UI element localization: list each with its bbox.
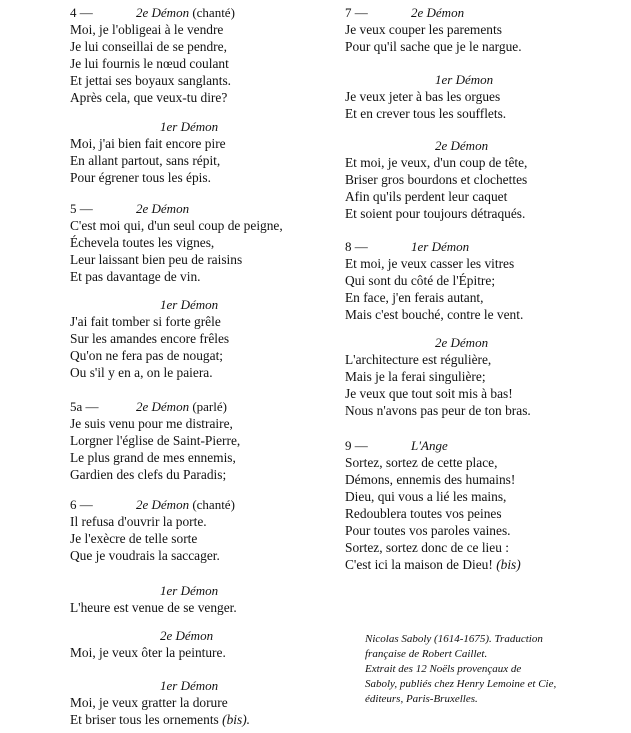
speaker-heading — [70, 200, 283, 217]
verse-line — [345, 351, 531, 368]
verse-line — [345, 88, 506, 105]
stanza — [70, 296, 229, 381]
verse-text: Leur laissant bien peu de raisins — [70, 252, 243, 267]
caption-line: Extrait des 12 Noëls provençaux de — [365, 663, 522, 675]
verse-text: J'ai fait tomber si forte grêle — [70, 314, 221, 329]
verse-text: L'architecture est régulière, — [345, 352, 492, 367]
verse-line — [345, 105, 506, 122]
verse-line — [70, 234, 283, 251]
speaker-note: (chanté) — [192, 497, 235, 512]
verse-text: Redoublera toutes vos peines — [345, 506, 502, 521]
stanza-number: 5a — — [70, 399, 99, 414]
verse-text: Pour toutes vos paroles vaines. — [345, 523, 511, 538]
verse-text: Sortez, sortez donc de ce lieu : — [345, 540, 509, 555]
verse-text: Et en crever tous les soufflets. — [345, 106, 507, 121]
stanza — [70, 496, 235, 564]
verse-text: Qui sont du côté de l'Épitre; — [345, 273, 496, 288]
verse-line — [345, 255, 523, 272]
verse-text: Que je voudrais la saccager. — [70, 548, 220, 563]
speaker-name: 1er Démon — [160, 119, 219, 134]
verse-text: Et moi, je veux, d'un coup de tête, — [345, 155, 528, 170]
caption-line: Saboly, publiés chez Henry Lemoine et Cie, — [365, 678, 557, 690]
verse-text: Pour égrener tous les épis. — [70, 170, 211, 185]
speaker-note: (chanté) — [192, 5, 235, 20]
verse-line — [70, 251, 283, 268]
verse-text: Mais je la ferai singulière; — [345, 369, 486, 384]
verse-text: Je veux jeter à bas les orgues — [345, 89, 501, 104]
speaker-name: 2e Démon — [136, 497, 190, 512]
verse-text: Et jettai ses boyaux sanglants. — [70, 73, 232, 88]
verse-text: C'est moi qui, d'un seul coup de peigne, — [70, 218, 283, 233]
speaker-heading — [70, 496, 235, 513]
verse-text: Pour qu'il sache que je le nargue. — [345, 39, 522, 54]
verse-line — [70, 599, 237, 616]
verse-line — [70, 694, 250, 711]
verse-line — [345, 272, 523, 289]
repeat-mark: (bis) — [496, 557, 521, 572]
speaker-heading — [70, 582, 237, 599]
speaker-heading — [70, 398, 240, 415]
verse-line — [70, 135, 226, 152]
stanza — [345, 137, 527, 222]
stanza — [70, 118, 226, 186]
verse-text: Sortez, sortez de cette place, — [345, 455, 498, 470]
speaker-name: 1er Démon — [160, 678, 219, 693]
verse-text: Et pas davantage de vin. — [70, 269, 201, 284]
verse-line — [70, 711, 250, 728]
verse-text: Je veux que tout soit mis à bas! — [345, 386, 513, 401]
speaker-heading — [345, 71, 506, 88]
speaker-note: (parlé) — [192, 399, 227, 414]
caption-line: éditeurs, Paris-Bruxelles. — [365, 693, 478, 705]
verse-line — [70, 415, 240, 432]
speaker-heading — [70, 4, 235, 21]
verse-text: Je lui fournis le nœud coulant — [70, 56, 229, 71]
verse-line — [345, 385, 531, 402]
verse-line — [345, 154, 527, 171]
verse-text: Démons, ennemis des humains! — [345, 472, 516, 487]
verse-line — [70, 72, 235, 89]
speaker-heading — [345, 437, 521, 454]
verse-text: Sur les amandes encore frêles — [70, 331, 230, 346]
verse-line — [70, 347, 229, 364]
verse-line — [345, 205, 527, 222]
stanza-number: 7 — — [345, 5, 368, 20]
stanza-number: 5 — — [70, 201, 93, 216]
verse-line — [345, 368, 531, 385]
speaker-name: L'Ange — [411, 438, 448, 453]
verse-line — [345, 539, 521, 556]
verse-text: Et soient pour toujours détraqués. — [345, 206, 526, 221]
speaker-heading — [70, 677, 250, 694]
verse-text: Après cela, que veux-tu dire? — [70, 90, 228, 105]
verse-line — [70, 169, 226, 186]
stanza — [70, 677, 250, 728]
verse-text: Dieu, qui vous a lié les mains, — [345, 489, 507, 504]
verse-text: Et briser tous les ornements — [70, 712, 219, 727]
verse-line — [345, 556, 521, 573]
verse-text: Il refusa d'ouvrir la porte. — [70, 514, 207, 529]
verse-text: Moi, je veux ôter la peinture. — [70, 645, 226, 660]
speaker-heading — [345, 137, 527, 154]
verse-line — [70, 644, 226, 661]
verse-line — [345, 21, 522, 38]
verse-text: Je veux couper les parements — [345, 22, 502, 37]
stanza-number: 6 — — [70, 497, 93, 512]
verse-line — [70, 432, 240, 449]
speaker-name: 1er Démon — [411, 239, 470, 254]
stanza — [70, 200, 283, 285]
verse-text: Briser gros bourdons et clochettes — [345, 172, 528, 187]
verse-text: Je lui conseillai de se pendre, — [70, 39, 227, 54]
verse-text: Je suis venu pour me distraire, — [70, 416, 233, 431]
speaker-heading — [345, 238, 523, 255]
speaker-name: 1er Démon — [435, 72, 494, 87]
verse-line — [70, 449, 240, 466]
verse-text: Je l'exècre de telle sorte — [70, 531, 198, 546]
verse-line — [70, 513, 235, 530]
verse-text: Échevela toutes les vignes, — [70, 235, 215, 250]
verse-text: Ou s'il y en a, on le paiera. — [70, 365, 213, 380]
verse-line — [345, 289, 523, 306]
speaker-name: 2e Démon — [411, 5, 465, 20]
verse-text: Le plus grand de mes ennemis, — [70, 450, 236, 465]
speaker-name: 2e Démon — [435, 138, 489, 153]
verse-text: Lorgner l'église de Saint-Pierre, — [70, 433, 241, 448]
verse-line — [70, 152, 226, 169]
stanza-number: 8 — — [345, 239, 368, 254]
verse-line — [345, 38, 522, 55]
stanza — [345, 437, 521, 573]
speaker-heading — [70, 627, 226, 644]
speaker-name: 2e Démon — [160, 628, 214, 643]
stanza — [345, 4, 522, 55]
stanza — [345, 334, 531, 419]
verse-text: Mais c'est bouché, contre le vent. — [345, 307, 524, 322]
stanza — [70, 582, 237, 616]
stanza — [70, 627, 226, 661]
verse-line — [70, 330, 229, 347]
verse-line — [70, 268, 283, 285]
speaker-name: 2e Démon — [136, 5, 190, 20]
repeat-mark: (bis). — [222, 712, 251, 727]
verse-line — [345, 522, 521, 539]
caption-line: française de Robert Caillet. — [365, 648, 488, 660]
speaker-heading — [345, 4, 522, 21]
stanza — [70, 398, 240, 483]
stanza-number: 4 — — [70, 5, 93, 20]
speaker-name: 1er Démon — [160, 583, 219, 598]
verse-text: Et moi, je veux casser les vitres — [345, 256, 515, 271]
verse-text: Nous n'avons pas peur de ton bras. — [345, 403, 531, 418]
speaker-heading — [70, 118, 226, 135]
verse-text: C'est ici la maison de Dieu! — [345, 557, 493, 572]
verse-line — [345, 171, 527, 188]
verse-line — [345, 471, 521, 488]
verse-text: Moi, j'ai bien fait encore pire — [70, 136, 226, 151]
verse-line — [70, 38, 235, 55]
caption-line: Nicolas Saboly (1614-1675). Traduction — [365, 633, 543, 645]
verse-line — [70, 55, 235, 72]
stanza — [345, 71, 506, 122]
verse-line — [70, 313, 229, 330]
speaker-name: 1er Démon — [160, 297, 219, 312]
speaker-heading — [70, 296, 229, 313]
stanza-number: 9 — — [345, 438, 368, 453]
verse-text: Gardien des clefs du Paradis; — [70, 467, 227, 482]
verse-text: En allant partout, sans répit, — [70, 153, 221, 168]
verse-line — [70, 89, 235, 106]
verse-text: Qu'on ne fera pas de nougat; — [70, 348, 224, 363]
verse-line — [70, 364, 229, 381]
speaker-name: 2e Démon — [136, 399, 190, 414]
verse-line — [345, 402, 531, 419]
source-caption — [365, 632, 625, 707]
speaker-heading — [345, 334, 531, 351]
verse-text: L'heure est venue de se venger. — [70, 600, 237, 615]
verse-line — [345, 454, 521, 471]
verse-text: Afin qu'ils perdent leur caquet — [345, 189, 508, 204]
verse-line — [70, 530, 235, 547]
verse-line — [70, 547, 235, 564]
verse-line — [70, 21, 235, 38]
stanza — [70, 4, 235, 106]
verse-line — [345, 505, 521, 522]
verse-line — [345, 188, 527, 205]
verse-text: En face, j'en ferais autant, — [345, 290, 484, 305]
speaker-name: 2e Démon — [136, 201, 190, 216]
verse-text: Moi, je veux gratter la dorure — [70, 695, 228, 710]
stanza — [345, 238, 523, 323]
verse-line — [70, 466, 240, 483]
speaker-name: 2e Démon — [435, 335, 489, 350]
verse-line — [345, 488, 521, 505]
verse-text: Moi, je l'obligeai à le vendre — [70, 22, 224, 37]
verse-line — [345, 306, 523, 323]
verse-line — [70, 217, 283, 234]
